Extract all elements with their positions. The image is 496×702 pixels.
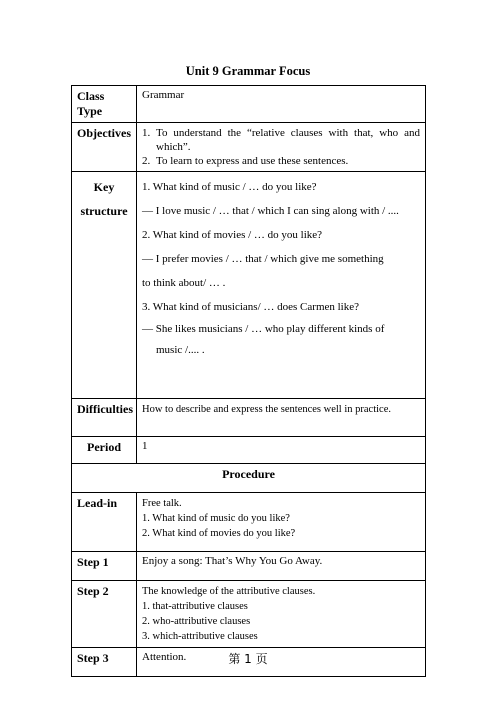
key-structure-label bbox=[72, 172, 137, 399]
period-label: Period bbox=[72, 437, 137, 464]
row-step-2 bbox=[72, 581, 426, 648]
key-line: music /.... . bbox=[156, 344, 205, 356]
row-step-1 bbox=[72, 552, 426, 581]
key-line: to think about/ … . bbox=[142, 277, 226, 289]
key-label-line1: Key bbox=[93, 180, 115, 194]
row-objectives bbox=[72, 123, 426, 172]
key-label-line2: structure bbox=[80, 204, 128, 218]
step-2-line: 2. who-attributive clauses bbox=[142, 616, 251, 627]
row-class-type bbox=[72, 86, 426, 123]
lead-in-cell bbox=[137, 493, 426, 552]
step-2-line: 3. which-attributive clauses bbox=[142, 631, 258, 642]
key-line: 1. What kind of music / … do you like? bbox=[142, 181, 317, 193]
document-title: Unit 9 Grammar Focus bbox=[185, 64, 311, 78]
row-procedure bbox=[72, 464, 426, 493]
class-type-label: Class Type bbox=[72, 86, 137, 123]
step-1-value: Enjoy a song: That’s Why You Go Away. bbox=[137, 552, 426, 581]
step-2-label: Step 2 bbox=[72, 581, 137, 648]
objectives-cell bbox=[137, 123, 426, 172]
objective-item bbox=[142, 154, 420, 168]
key-line: — I love music / … that / which I can sing along with / .... bbox=[142, 205, 399, 217]
step-3-value: Attention. bbox=[137, 648, 426, 677]
row-key-structure bbox=[72, 172, 426, 399]
period-value: 1 bbox=[137, 437, 426, 464]
step-1-label: Step 1 bbox=[72, 552, 137, 581]
objective-number: 2. bbox=[142, 155, 151, 167]
row-period bbox=[72, 437, 426, 464]
lead-in-line: 1. What kind of music do you like? bbox=[142, 513, 290, 524]
key-line: — She likes musicians / … who play different kinds of bbox=[142, 323, 385, 335]
procedure-heading: Procedure bbox=[72, 464, 426, 493]
objective-text: To understand the “relative clauses with that, who and which”. bbox=[156, 127, 420, 153]
key-line: 3. What kind of musicians/ … does Carmen like? bbox=[142, 301, 360, 313]
class-type-value: Grammar bbox=[137, 86, 426, 123]
lead-in-line: 2. What kind of movies do you like? bbox=[142, 528, 296, 539]
lead-in-line: Free talk. bbox=[142, 498, 182, 509]
row-lead-in bbox=[72, 493, 426, 552]
difficulties-value: How to describe and express the sentences well in practice. bbox=[137, 399, 426, 437]
step-2-line: The knowledge of the attributive clauses. bbox=[142, 586, 316, 597]
difficulties-label: Difficulties bbox=[72, 399, 137, 437]
step-3-label: Step 3 bbox=[72, 648, 137, 677]
objectives-label: Objectives bbox=[72, 123, 137, 172]
key-structure-cell bbox=[137, 172, 426, 399]
step-2-line: 1. that-attributive clauses bbox=[142, 601, 248, 612]
key-line: — I prefer movies / … that / which give me something bbox=[142, 253, 384, 265]
step-2-cell bbox=[137, 581, 426, 648]
objective-text: To learn to express and use these sentences. bbox=[156, 155, 349, 167]
row-difficulties bbox=[72, 399, 426, 437]
page-number: 第 1 页 bbox=[228, 652, 268, 666]
lesson-plan-table bbox=[71, 85, 426, 677]
key-line: 2. What kind of movies / … do you like? bbox=[142, 229, 323, 241]
lead-in-label: Lead-in bbox=[72, 493, 137, 552]
objective-item bbox=[142, 126, 420, 154]
objective-number: 1. bbox=[142, 127, 151, 139]
